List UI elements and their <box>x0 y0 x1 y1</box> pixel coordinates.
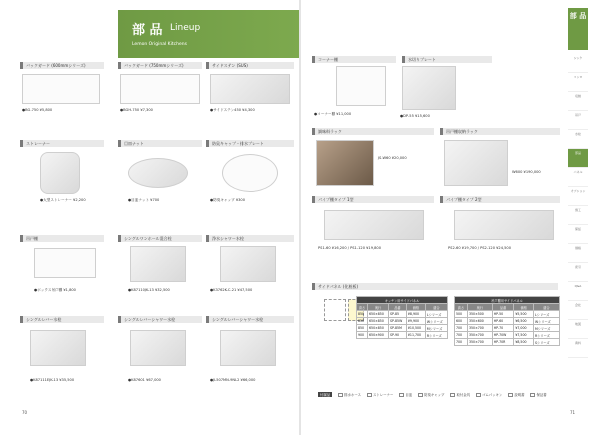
product-caption: ●サイドステン450 ¥4,300 <box>210 108 255 112</box>
side-stainless-photo <box>210 74 290 104</box>
table-row <box>455 325 560 332</box>
legend-item <box>530 392 546 397</box>
table-cell: HP-70W <box>492 332 514 339</box>
legend-text: 目皿 <box>405 393 413 397</box>
table-cell: Lシリーズ <box>425 311 447 318</box>
table-cell: HP-70 <box>492 325 514 332</box>
table-cell: ¥11,700 <box>406 332 425 339</box>
table-cell: 350×500 <box>467 311 492 318</box>
legend-chip-icon <box>338 393 343 397</box>
legend-item <box>338 392 361 397</box>
product-caption: ●大型ストレーナー ¥2,200 <box>40 198 86 202</box>
table-cell: ¥8,900 <box>406 311 425 318</box>
section-header: 調味料ラック <box>312 128 434 135</box>
table-cell: ¥9,900 <box>406 318 425 325</box>
table-header: 適合 <box>533 304 559 311</box>
table-header: 高さ <box>455 304 468 311</box>
product-caption: ●DP-55 ¥15,600 <box>400 114 430 118</box>
legend-text: 保証書 <box>536 393 547 397</box>
table-row <box>455 332 560 339</box>
page-number: 71 <box>570 410 576 415</box>
table-row <box>455 339 560 346</box>
section-header: 浄水シャワー水栓 <box>206 235 294 242</box>
table-cell: HP-60 <box>492 318 514 325</box>
legend-chip-icon <box>367 393 372 397</box>
table-row <box>455 318 560 325</box>
table-cell: ¥7,500 <box>514 332 534 339</box>
table-cell: 900 <box>357 332 368 339</box>
table-header: 価格 <box>514 304 534 311</box>
table-cell: ¥10,500 <box>406 325 425 332</box>
table-cell: SP-85M <box>388 325 406 332</box>
table-cell: 650×850 <box>368 318 389 325</box>
table-cell: 650×850 <box>368 325 389 332</box>
section-header: パイプ棚タイプ 1型 <box>312 196 434 203</box>
table-cell: 350×700 <box>467 339 492 346</box>
product-caption: JS-W60 ¥20,000 <box>378 156 407 160</box>
legend-text: 説明書 <box>514 393 525 397</box>
page-number: 70 <box>22 410 28 415</box>
table-cell: 350×700 <box>467 332 492 339</box>
table-header: 価格 <box>406 304 425 311</box>
legend-item <box>476 392 502 397</box>
product-caption: ●ボックス吊戸棚 ¥1,800 <box>34 288 76 292</box>
legend-chip-icon <box>399 393 404 397</box>
section-index-item[interactable]: シンク <box>568 54 588 73</box>
legend-chip-icon <box>530 393 535 397</box>
legend-label: 付属品 <box>320 393 331 397</box>
product-caption: ●K87110JK-13 ¥32,500 <box>128 288 170 292</box>
table-header: 品番 <box>388 304 406 311</box>
section-index-item[interactable]: 吊戸 <box>568 111 588 130</box>
legend-item <box>367 392 393 397</box>
table-header: 高さ <box>357 304 368 311</box>
section-index-item[interactable]: 水栓 <box>568 130 588 149</box>
drain-nut-photo <box>128 158 188 188</box>
table-cell: 850 <box>357 325 368 332</box>
legend-item <box>399 392 412 397</box>
table-cell: 600 <box>455 318 468 325</box>
page-title: 部 品 <box>132 23 163 38</box>
table-cell: SP-85 <box>388 311 406 318</box>
table-cell: HP-70R <box>492 339 514 346</box>
kitchen-side-panel-table <box>356 296 448 339</box>
table-cell: 350×600 <box>467 318 492 325</box>
table-row <box>357 318 448 325</box>
table-cell: ¥5,500 <box>514 311 534 318</box>
section-header: パイプ棚タイプ 2型 <box>440 196 560 203</box>
pipe-shelf-photo <box>324 210 424 240</box>
product-caption: ●コーナー棚 ¥11,000 <box>314 112 352 116</box>
section-index-item[interactable]: パネル <box>568 168 588 187</box>
table-cell: Wシリーズ <box>533 318 559 325</box>
legend-text: ストレーナー <box>372 393 394 397</box>
legend-item <box>450 392 470 397</box>
table-cell: 850 <box>357 318 368 325</box>
section-header: サイドステン (SUS) <box>206 62 294 69</box>
center-gutter <box>299 0 301 435</box>
section-header: バックガード (600mmシリーズ) <box>20 62 104 69</box>
header-banner <box>118 10 299 58</box>
section-header: 防臭キャップ・排水プレート <box>206 140 294 147</box>
wall-cabinet-photo <box>34 248 96 278</box>
table-cell: SP-85W <box>388 318 406 325</box>
legend-chip-icon <box>508 393 513 397</box>
table-cell: Wシリーズ <box>425 318 447 325</box>
section-index-item[interactable]: Q&A <box>568 282 588 301</box>
table-cell: 700 <box>455 339 468 346</box>
section-header: シングルワンホール混合栓 <box>118 235 202 242</box>
product-caption: ●K87111EJK-13 ¥35,500 <box>30 378 75 382</box>
table-cell: Mシリーズ <box>533 325 559 332</box>
product-caption: ●BG-750 ¥5,800 <box>22 108 53 112</box>
legend-text: 取付金具 <box>456 393 470 397</box>
section-header: 水切りプレート <box>402 56 492 63</box>
cabinet-rack-photo <box>444 140 508 186</box>
accessory-legend <box>318 392 558 400</box>
legend-chip-icon <box>418 393 423 397</box>
section-header: シングルレバーシャワー水栓 <box>118 316 202 323</box>
section-index-item[interactable]: 索引 <box>568 263 588 282</box>
page-title-en: Lineup <box>170 23 201 33</box>
section-index <box>568 54 588 358</box>
section-header: 吊戸棚 <box>20 235 104 242</box>
table-cell: ¥6,500 <box>514 318 534 325</box>
product-caption: PS2-60 ¥19,700 / PS2-120 ¥24,500 <box>448 246 511 250</box>
table-cell: ¥7,000 <box>514 325 534 332</box>
table-header: 品番 <box>492 304 514 311</box>
table-title: 吊戸棚用サイドパネル <box>455 297 560 304</box>
section-header: シングルレバーシャワー水栓 <box>206 316 294 323</box>
section-index-item[interactable]: 保証 <box>568 225 588 244</box>
pipe-shelf-photo <box>454 210 554 240</box>
legend-text: 防臭キャップ <box>424 393 445 397</box>
product-caption: ●防臭キャップ ¥300 <box>210 198 245 202</box>
section-index-item[interactable]: 会社 <box>568 301 588 320</box>
table-row <box>455 311 560 318</box>
section-index-item[interactable]: 収納 <box>568 92 588 111</box>
legend-item <box>418 392 444 397</box>
table-row <box>357 311 448 318</box>
table-cell: 500 <box>455 311 468 318</box>
drain-plate-photo <box>222 154 278 192</box>
section-header: 目皿ナット <box>118 140 202 147</box>
legend-item <box>508 392 524 397</box>
product-caption: ●K87601 ¥67,000 <box>128 378 161 382</box>
faucet-photo <box>220 246 276 282</box>
table-cell: 850 <box>357 311 368 318</box>
table-row <box>357 332 448 339</box>
table-cell: Sシリーズ <box>533 339 559 346</box>
legend-text: 排水ホース <box>344 393 361 397</box>
table-cell: SP-90 <box>388 332 406 339</box>
section-header: バックガード (750mmシリーズ) <box>118 62 202 69</box>
table-header: 適合 <box>425 304 447 311</box>
section-header: サイドパネル (化粧板) <box>312 283 558 290</box>
section-header: ストレーナー <box>20 140 104 147</box>
corner-rack-photo <box>336 66 386 106</box>
section-header: シングルレバー水栓 <box>20 316 104 323</box>
section-header: コーナー棚 <box>312 56 396 63</box>
product-caption: ●K3762K-C-21 ¥47,500 <box>210 288 253 292</box>
table-cell: 650×900 <box>368 332 389 339</box>
legend-text: ゴムパッキン <box>482 393 503 397</box>
table-cell: 650×850 <box>368 311 389 318</box>
product-caption: W600 ¥190,000 <box>512 170 541 174</box>
table-cell: Lシリーズ <box>533 311 559 318</box>
strainer-photo <box>40 152 80 194</box>
section-index-item[interactable]: 価格 <box>568 244 588 263</box>
table-cell: Mシリーズ <box>425 325 447 332</box>
section-index-item[interactable]: 資料 <box>568 339 588 358</box>
table-row <box>357 325 448 332</box>
legend-chip-icon <box>476 393 481 397</box>
section-header: 吊戸棚収納ラック <box>440 128 560 135</box>
spice-rack-photo <box>316 140 374 186</box>
wall-side-panel-table <box>454 296 560 346</box>
section-index-item[interactable]: 施工 <box>568 206 588 225</box>
section-index-item[interactable]: オプション <box>568 187 588 206</box>
table-header: 奥行 <box>368 304 389 311</box>
table-cell: HP-50 <box>492 311 514 318</box>
legend-chip-icon <box>450 393 455 397</box>
faucet-photo <box>130 330 186 366</box>
product-caption: ●目皿ナット ¥700 <box>128 198 160 202</box>
section-index-item[interactable]: コンロ <box>568 73 588 92</box>
section-index-item[interactable]: 地図 <box>568 320 588 339</box>
table-cell: 350×700 <box>467 325 492 332</box>
backguard-photo <box>22 74 100 104</box>
backguard-photo <box>120 74 200 104</box>
faucet-photo <box>130 246 186 282</box>
table-cell: ¥8,500 <box>514 339 534 346</box>
section-tab[interactable]: 部 品 <box>568 8 588 50</box>
section-index-item[interactable]: 部品 <box>568 149 588 168</box>
table-cell: Rシリーズ <box>425 332 447 339</box>
table-title: キッチン用サイドパネル <box>357 297 448 304</box>
table-cell: 700 <box>455 325 468 332</box>
product-caption: ●BGH-750 ¥7,300 <box>120 108 153 112</box>
table-cell: Rシリーズ <box>533 332 559 339</box>
faucet-photo <box>30 330 86 366</box>
product-caption: ●JL507MN-9NL2 ¥66,000 <box>210 378 256 382</box>
faucet-photo <box>220 330 276 366</box>
table-header: 奥行 <box>467 304 492 311</box>
product-caption: PS1-60 ¥16,200 / PS1-120 ¥19,800 <box>318 246 381 250</box>
page-subtitle: Lemon Original Kitchens <box>132 42 187 47</box>
drain-plate-photo <box>402 66 456 110</box>
table-cell: 700 <box>455 332 468 339</box>
